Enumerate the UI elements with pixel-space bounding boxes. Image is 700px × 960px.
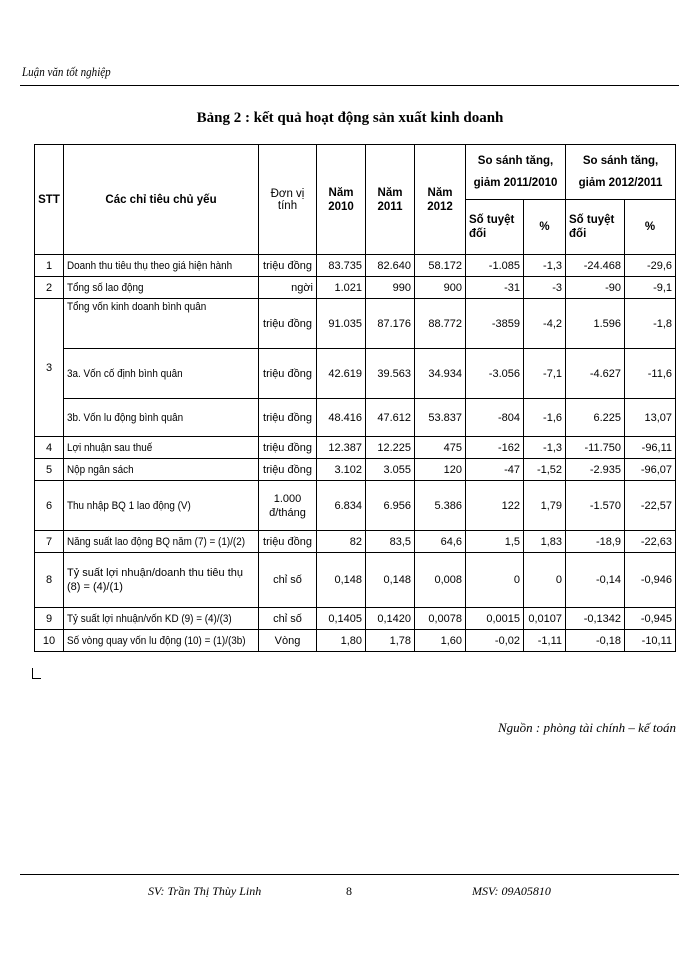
cell-2011: 12.225 [366, 437, 415, 459]
table-row [35, 299, 676, 349]
header-abs-2: Số tuyệt đối [566, 200, 625, 255]
cell-name: Số vòng quay vốn lu động (10) = (1)/(3b) [64, 630, 259, 652]
cell-pct-2: -0,946 [625, 553, 676, 608]
header-indicator: Các chỉ tiêu chủ yếu [64, 145, 259, 255]
cell-2010: 1.021 [317, 277, 366, 299]
cell-abs-2: -90 [566, 277, 625, 299]
cell-abs-2: 6.225 [566, 399, 625, 437]
cell-2011: 82.640 [366, 255, 415, 277]
footer-page-number: 8 [346, 884, 352, 898]
cell-2010: 91.035 [317, 299, 366, 349]
cell-abs-1: -0,02 [466, 630, 524, 652]
cell-2011: 0,1420 [366, 608, 415, 630]
header-pct-2: % [625, 200, 676, 255]
cell-abs-2: -2.935 [566, 459, 625, 481]
cell-pct-1: -1,3 [524, 255, 566, 277]
cell-unit: triệu đồng [259, 349, 317, 399]
table-row [35, 481, 676, 531]
header-2011: Năm 2011 [366, 145, 415, 255]
table-row [35, 630, 676, 652]
table-row [35, 459, 676, 481]
cell-pct-2: -1,8 [625, 299, 676, 349]
cell-name: Tỷ suất lợi nhuận/vốn KD (9) = (4)/(3) [64, 608, 259, 630]
footer-student: SV: Trần Thị Thùy Linh [148, 884, 262, 898]
cell-2010: 0,1405 [317, 608, 366, 630]
header-unit: Đơn vị tính [259, 145, 317, 255]
cell-name: Thu nhập BQ 1 lao động (V) [64, 481, 259, 531]
cell-name: 3a. Vốn cố định bình quân [64, 349, 259, 399]
table-row [35, 553, 676, 608]
cell-unit: triệu đồng [259, 437, 317, 459]
cell-pct-1: 1,79 [524, 481, 566, 531]
cell-unit: triệu đồng [259, 255, 317, 277]
cell-unit: triệu đồng [259, 459, 317, 481]
cell-2012: 0,0078 [415, 608, 466, 630]
cell-abs-1: 0 [466, 553, 524, 608]
cell-2012: 88.772 [415, 299, 466, 349]
cell-name: Tổng vốn kinh doanh bình quân [64, 299, 259, 349]
cell-abs-1: -31 [466, 277, 524, 299]
cell-2010: 83.735 [317, 255, 366, 277]
results-table [34, 144, 676, 652]
footer-msv: MSV: 09A05810 [472, 884, 551, 898]
cell-pct-2: -9,1 [625, 277, 676, 299]
cell-2012: 475 [415, 437, 466, 459]
cell-pct-1: -3 [524, 277, 566, 299]
cell-2012: 64,6 [415, 531, 466, 553]
cell-2012: 0,008 [415, 553, 466, 608]
cell-pct-2: -22,57 [625, 481, 676, 531]
cell-pct-1: 1,83 [524, 531, 566, 553]
cell-stt: 5 [35, 459, 64, 481]
cell-2010: 48.416 [317, 399, 366, 437]
cell-name: Tổng số lao động [64, 277, 259, 299]
cell-abs-1: 122 [466, 481, 524, 531]
cell-stt: 4 [35, 437, 64, 459]
table-row [35, 399, 676, 437]
cell-pct-2: -22,63 [625, 531, 676, 553]
header-rule [20, 85, 679, 86]
cell-abs-2: -18,9 [566, 531, 625, 553]
header-2012: Năm 2012 [415, 145, 466, 255]
cell-pct-1: 0 [524, 553, 566, 608]
cell-pct-2: -96,07 [625, 459, 676, 481]
cell-2012: 120 [415, 459, 466, 481]
cell-pct-2: -96,11 [625, 437, 676, 459]
cell-2011: 990 [366, 277, 415, 299]
cell-pct-1: -1,11 [524, 630, 566, 652]
cell-2011: 83,5 [366, 531, 415, 553]
table-row [35, 531, 676, 553]
table-row [35, 255, 676, 277]
cell-2011: 6.956 [366, 481, 415, 531]
header-pct-1: % [524, 200, 566, 255]
cell-2010: 12.387 [317, 437, 366, 459]
cell-pct-1: 0,0107 [524, 608, 566, 630]
header-abs-1: Số tuyệt đối [466, 200, 524, 255]
cell-stt: 6 [35, 481, 64, 531]
cell-unit: chỉ số [259, 608, 317, 630]
table-corner-mark [32, 668, 41, 679]
cell-abs-2: -11.750 [566, 437, 625, 459]
cell-2010: 82 [317, 531, 366, 553]
source-note: Nguồn : phòng tài chính – kế toán [497, 720, 676, 735]
cell-2010: 42.619 [317, 349, 366, 399]
cell-unit: triệu đồng [259, 299, 317, 349]
cell-abs-2: -0,1342 [566, 608, 625, 630]
cell-abs-2: -4.627 [566, 349, 625, 399]
cell-abs-2: -0,18 [566, 630, 625, 652]
cell-abs-2: -1.570 [566, 481, 625, 531]
cell-abs-1: 0,0015 [466, 608, 524, 630]
cell-2012: 53.837 [415, 399, 466, 437]
header-2010: Năm 2010 [317, 145, 366, 255]
cell-abs-1: -1.085 [466, 255, 524, 277]
cell-pct-2: -11,6 [625, 349, 676, 399]
cell-stt: 8 [35, 553, 64, 608]
cell-2011: 0,148 [366, 553, 415, 608]
cell-name: Doanh thu tiêu thụ theo giá hiện hành [64, 255, 259, 277]
cell-abs-1: -3859 [466, 299, 524, 349]
cell-abs-2: 1.596 [566, 299, 625, 349]
cell-pct-2: -10,11 [625, 630, 676, 652]
cell-abs-1: -3.056 [466, 349, 524, 399]
cell-2011: 1,78 [366, 630, 415, 652]
cell-stt: 7 [35, 531, 64, 553]
cell-name: Lợi nhuận sau thuế [64, 437, 259, 459]
cell-abs-2: -0,14 [566, 553, 625, 608]
cell-2012: 5.386 [415, 481, 466, 531]
cell-pct-1: -4,2 [524, 299, 566, 349]
cell-2010: 3.102 [317, 459, 366, 481]
cell-stt: 10 [35, 630, 64, 652]
running-header: Luận văn tốt nghiệp [22, 64, 111, 79]
cell-2011: 87.176 [366, 299, 415, 349]
cell-pct-1: -1,6 [524, 399, 566, 437]
cell-abs-1: -47 [466, 459, 524, 481]
cell-abs-1: -162 [466, 437, 524, 459]
cell-pct-2: -0,945 [625, 608, 676, 630]
cell-name: Nộp ngân sách [64, 459, 259, 481]
cell-unit: Vòng [259, 630, 317, 652]
cell-abs-1: -804 [466, 399, 524, 437]
cell-pct-1: -7,1 [524, 349, 566, 399]
cell-unit: ngời [259, 277, 317, 299]
cell-2012: 900 [415, 277, 466, 299]
table-row [35, 437, 676, 459]
header-compare-2012-2011: So sánh tăng, giảm 2012/2011 [566, 145, 676, 200]
cell-2010: 1,80 [317, 630, 366, 652]
header-compare-2011-2010: So sánh tăng, giảm 2011/2010 [466, 145, 566, 200]
cell-stt: 2 [35, 277, 64, 299]
table-row [35, 608, 676, 630]
cell-stt: 9 [35, 608, 64, 630]
cell-2011: 39.563 [366, 349, 415, 399]
cell-name: Tỷ suất lợi nhuận/doanh thu tiêu thụ (8) = (4)/(1) [64, 553, 259, 608]
cell-2012: 34.934 [415, 349, 466, 399]
cell-2011: 3.055 [366, 459, 415, 481]
cell-2012: 58.172 [415, 255, 466, 277]
table-title: Bảng 2 : kết quả hoạt động sản xuất kinh doanh [196, 110, 504, 126]
cell-name: Năng suất lao động BQ năm (7) = (1)/(2) [64, 531, 259, 553]
cell-unit: 1.000 đ/tháng [259, 481, 317, 531]
cell-name: 3b. Vốn lu động bình quân [64, 399, 259, 437]
header-stt: STT [35, 145, 64, 255]
cell-pct-1: -1,3 [524, 437, 566, 459]
cell-2011: 47.612 [366, 399, 415, 437]
cell-stt: 3 [35, 299, 64, 437]
cell-unit: triệu đồng [259, 531, 317, 553]
cell-2010: 6.834 [317, 481, 366, 531]
cell-2012: 1,60 [415, 630, 466, 652]
cell-pct-2: -29,6 [625, 255, 676, 277]
cell-stt: 1 [35, 255, 64, 277]
cell-abs-2: -24.468 [566, 255, 625, 277]
cell-pct-2: 13,07 [625, 399, 676, 437]
table-row [35, 349, 676, 399]
cell-abs-1: 1,5 [466, 531, 524, 553]
cell-2010: 0,148 [317, 553, 366, 608]
cell-unit: chỉ số [259, 553, 317, 608]
cell-unit: triệu đồng [259, 399, 317, 437]
cell-pct-1: -1,52 [524, 459, 566, 481]
table-row [35, 277, 676, 299]
footer-rule [20, 874, 679, 875]
